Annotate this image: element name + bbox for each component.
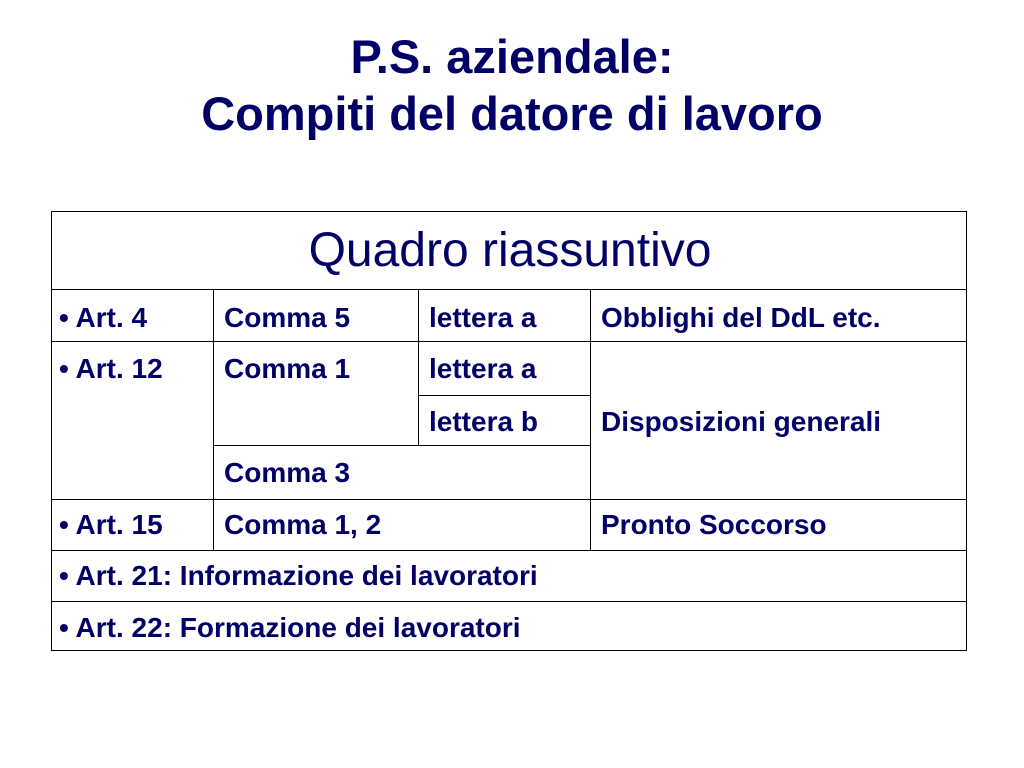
grid-line-h-header [52, 289, 966, 290]
full-row-art22: • Art. 22: Formazione dei lavoratori [59, 612, 521, 643]
grid-line-h-row2-lettera [418, 395, 590, 396]
row5-comma: Comma 1, 2 [224, 509, 382, 540]
row3-desc: Disposizioni generali [601, 406, 882, 437]
row1-art: • Art. 4 [59, 302, 148, 333]
row3-lettera: lettera b [429, 406, 538, 437]
table-header: Quadro riassuntivo [308, 224, 712, 277]
row5-art: • Art. 15 [59, 509, 163, 540]
title-line-2: Compiti del datore di lavoro [201, 87, 823, 140]
row2-art: • Art. 12 [59, 353, 163, 384]
full-row-art21: • Art. 21: Informazione dei lavoratori [59, 560, 538, 591]
row4-comma: Comma 3 [224, 457, 351, 488]
row5-desc: Pronto Soccorso [601, 509, 827, 540]
slide-title [0, 28, 1024, 142]
grid-line-h-row1 [52, 341, 966, 342]
grid-line-v-col2 [418, 289, 419, 445]
row2-lettera: lettera a [429, 353, 537, 384]
grid-line-h-comma3-top [213, 445, 590, 446]
grid-line-h-row4 [52, 499, 966, 500]
row1-comma: Comma 5 [224, 302, 351, 333]
grid-line-v-col1 [213, 289, 214, 550]
summary-table [51, 211, 967, 651]
row1-desc: Obblighi del DdL etc. [601, 302, 881, 333]
grid-line-v-col3 [590, 289, 591, 550]
row2-comma: Comma 1 [224, 353, 351, 384]
row1-lettera: lettera a [429, 302, 537, 333]
grid-line-h-row6 [52, 601, 966, 602]
grid-line-h-row5 [52, 550, 966, 551]
title-line-1: P.S. aziendale: [350, 30, 674, 83]
